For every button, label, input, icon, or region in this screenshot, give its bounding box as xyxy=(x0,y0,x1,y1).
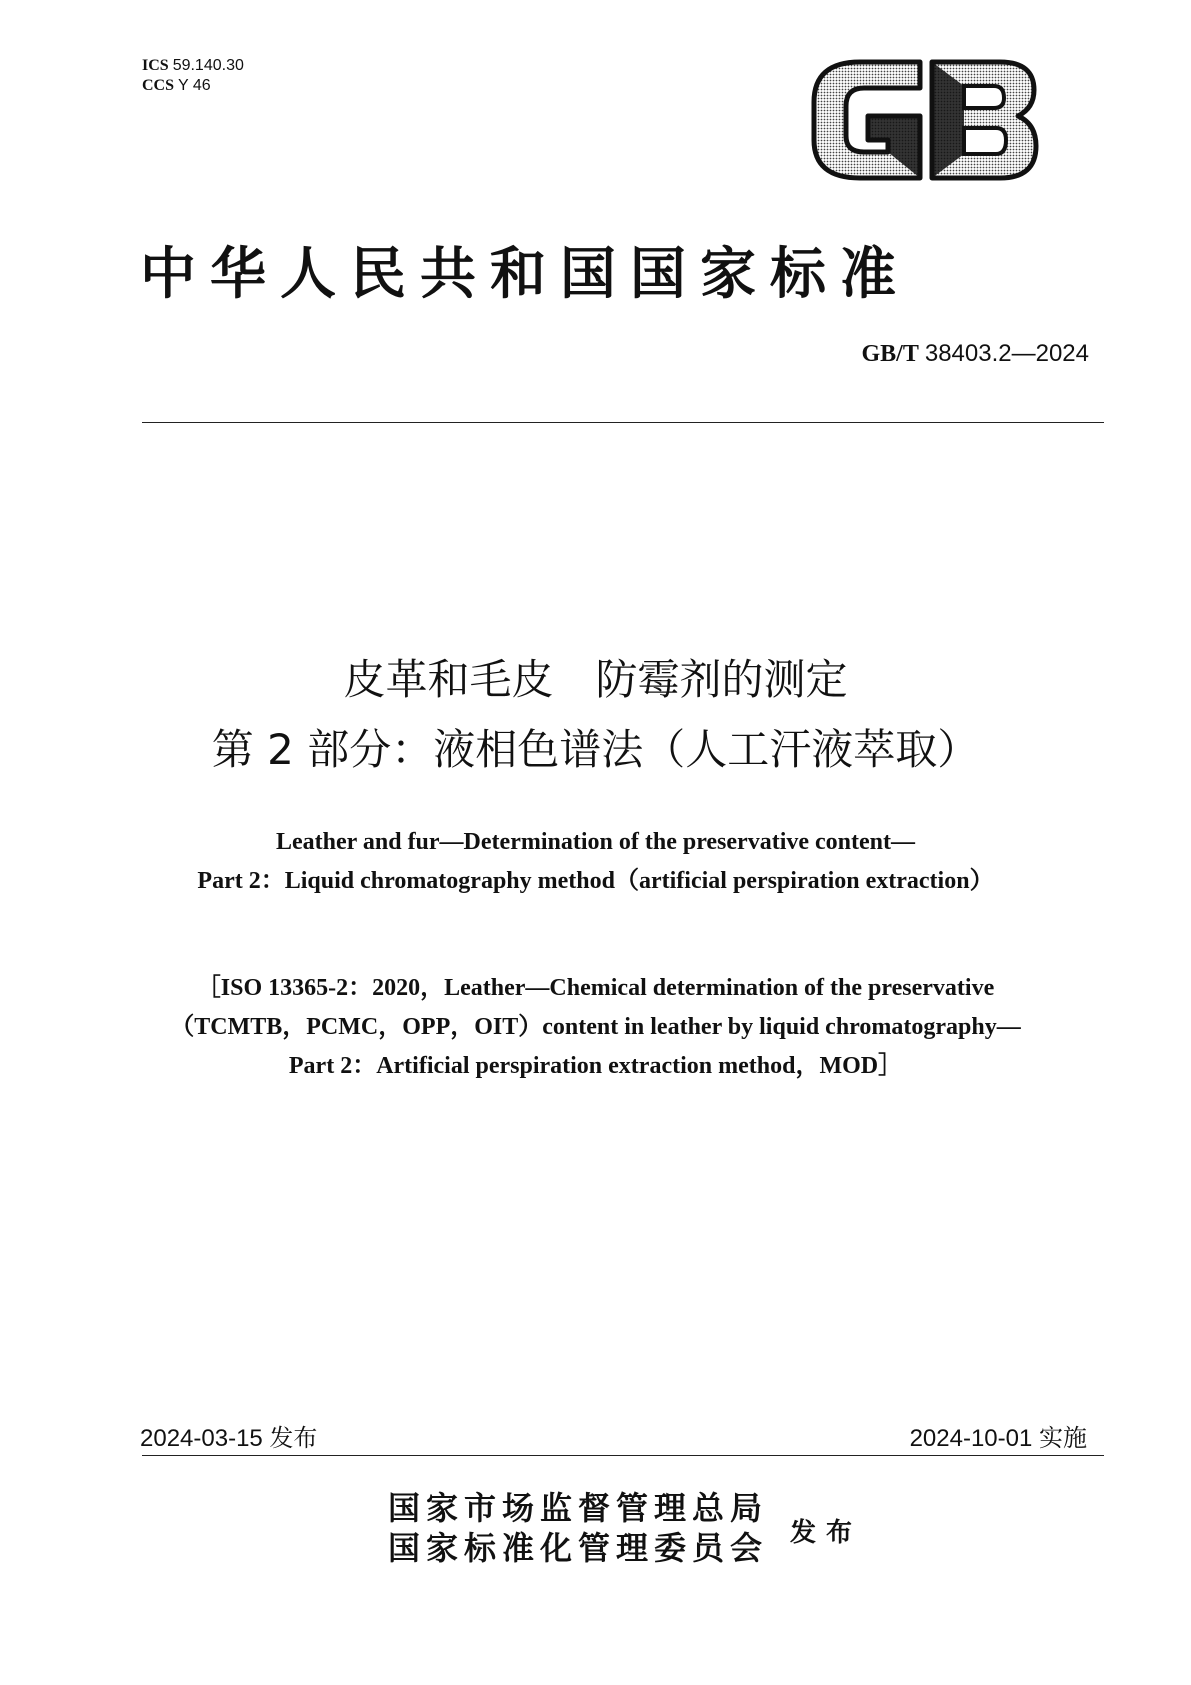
standard-number xyxy=(861,340,1089,368)
issuer-line1: 国家市场监督管理总局 xyxy=(388,1489,769,1527)
ccs-label: CCS xyxy=(142,77,175,94)
issuer-line2: 国家标准化管理委员会 xyxy=(388,1529,769,1567)
standard-number-value: 38403.2—2024 xyxy=(924,340,1089,367)
iso-reference-line1: ［ISO 13365-2：2020，Leather—Chemical determination of the preservative xyxy=(196,975,995,1001)
gb-logo-icon xyxy=(808,58,1042,182)
title-en-line2: Part 2：Liquid chromatography method（artificial perspiration extraction） xyxy=(197,868,994,894)
implementation-date: 2024-10-01 实施 xyxy=(909,1425,1087,1452)
ics-label: ICS xyxy=(142,57,169,74)
document-heading: 中华人民共和国国家标准 xyxy=(140,242,910,307)
title-en-line1: Leather and fur—Determination of the preservative content— xyxy=(276,829,915,855)
ics-value: 59.140.30 xyxy=(172,57,244,74)
publish-label: 发布 xyxy=(790,1518,863,1548)
iso-reference-line2: （TCMTB，PCMC，OPP，OIT）content in leather by liquid chromatography— xyxy=(170,1014,1021,1040)
ccs-code-line xyxy=(142,76,244,96)
issuing-authorities xyxy=(388,1488,768,1568)
title-cn-line1: 皮革和毛皮 防霉剂的测定 xyxy=(343,655,848,704)
classification-codes xyxy=(142,56,244,96)
standard-prefix: GB/T xyxy=(861,341,919,367)
ccs-value: Y 46 xyxy=(178,77,211,94)
issue-date: 2024-03-15 发布 xyxy=(140,1425,318,1452)
iso-reference-line3: Part 2：Artificial perspiration extraction method，MOD］ xyxy=(288,1053,903,1079)
title-cn-line2: 第 2 部分：液相色谱法（人工汗液萃取） xyxy=(211,725,980,774)
top-divider xyxy=(142,422,1104,423)
ics-code-line xyxy=(142,56,244,76)
bottom-divider xyxy=(142,1455,1104,1456)
